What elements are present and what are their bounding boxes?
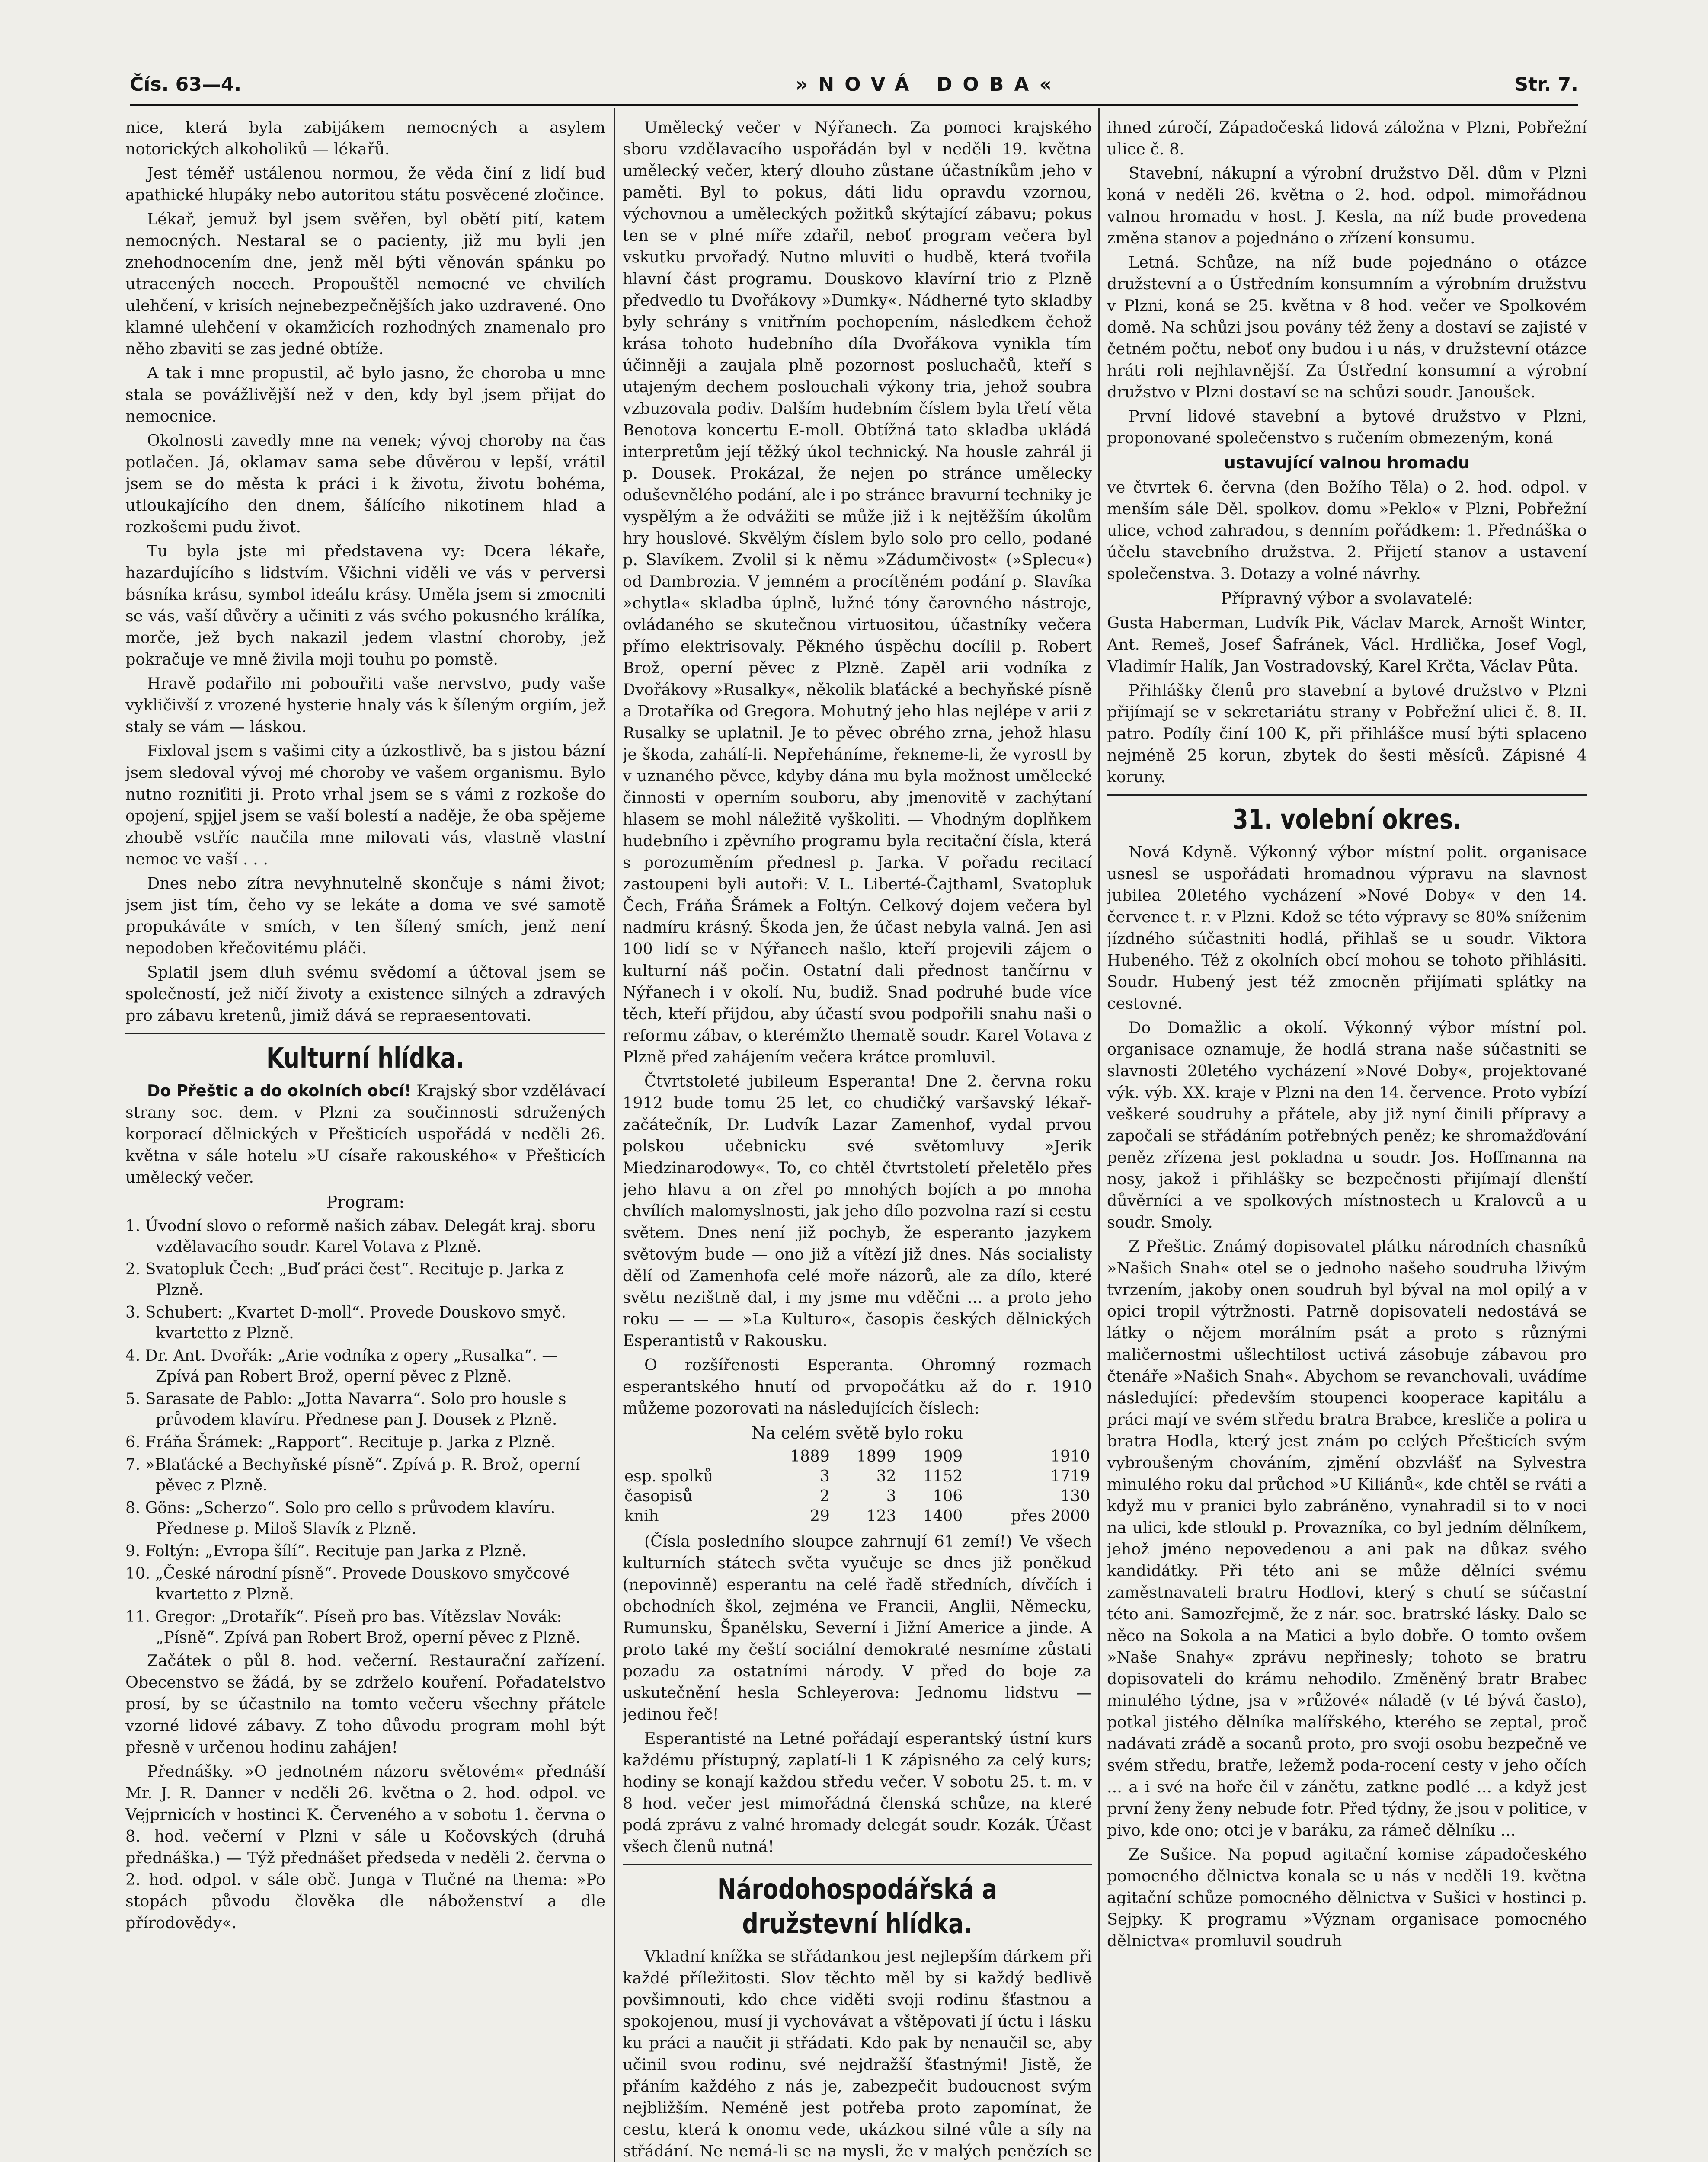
program-item: 1. Úvodní slovo o reformě našich zábav. Delegát kraj. sboru vzdělavacího soudr. Karel Votava z Plzně.	[125, 1217, 596, 1256]
article-text: (Čísla posledního sloupce zahrnují 61 zemí!) Ve všech kulturních státech světa vyučuje se dnes již poněkud (nepovinně) esperantu na celé řadě středních, dívčích i obchodních škol, zejména ve Francii, Anglii, Německu, Rumunsku, Španělsku, Severní i Jižní Americe a jinde. A proto také my čeští sociální demokraté nesmíme zůstati pozadu za ostatními národy. V před do boje za uskutečnění hesla Schleyerova: Jednomu lidstvu — jedinou řeč!	[623, 1532, 1092, 1724]
table-cell: přes 2000	[1011, 1507, 1090, 1525]
article-text: Tu byla jste mi představena vy: Dcera lékaře, hazardujícího s lidstvím. Všichni viděli ve vás v perversi básníka krásu, symbol ideálu krásy. Uměla jsem si zmocniti se vás, vaší důvěry a učiniti z vás svého pokusného králíka, morče, jež bych nakazil jedem vlastní choroby, jež pokračuje ve mně živila moji touhu po pomstě.	[125, 542, 605, 668]
esperanto-stats-table	[623, 1447, 1092, 1526]
article-text: První lidové stavební a bytové družstvo v Plzni, proponované společenstvo s ručením obmezeným, koná	[1107, 407, 1587, 447]
program-item: 7. »Blaťácké a Bechyňské písně“. Zpívá p. R. Brož, operní pěvec z Plzně.	[125, 1456, 580, 1494]
article-text: Okolnosti zavedly mne na venek; vývoj choroby na čas potlačen. Já, oklamav sama sebe důvěrou v lepší, vrátil jsem se do města k práci i k životu, životu bohéma, utloukajícího den dnem, šálícího nikotinem hlad a rozkošemi pudu život.	[125, 431, 605, 536]
row-label: esp. spolků	[624, 1468, 713, 1485]
section-title-kulturni: Kulturní hlídka.	[266, 1043, 465, 1075]
article-heading: Do Přeštic a do okolních obcí!	[147, 1081, 412, 1100]
article-text: Nová Kdyně. Výkonný výbor místní polit. organisace usnesl se uspořádati hromadnou výpravu na slavnost jubilea 20letého vycházení »Nové Doby« v den 14. července t. r. v Plzni. Kdož se této výpravy se 80% sníženim jízdného súčastniti hodlá, přihlaš se u soudr. Viktora Hubeného. Též z okolních obcí mohou se tohoto přihlásiti. Soudr. Hubený jest též zmocněn přijímati splátky na cestovné.	[1107, 843, 1587, 1013]
article-text: Čtvrtstoleté jubileum Esperanta! Dne 2. června roku 1912 bude tomu 25 let, co chudičký varšavský lékař-začátečník, Dr. Ludvík Lazar Zamenhof, vydal prvou polskou učebnicku své světomluvy »Jerik Miedzinarodowy«. To, co chtěl čtvrtstoletí přeletělo přes jeho hlavu a on zřel po mnohých bojích a po mnoha chvílích malomyslnosti, jak jeho dílo pozvolna razí si cestu světem. Dnes není již pochyb, že esperanto jazykem světovým bude — ono již a vítězí již dnes. Nás socialisty dělí od Zamenhofa celé moře názorů, ale za dílo, které světu nezištně dal, i my jsme mu vděčni ... a proto jeho roku — — — »La Kulturo«, časopis českých dělnických Esperantistů v Rakousku.	[623, 1072, 1092, 1350]
table-header-row	[623, 1447, 1092, 1467]
table-row	[623, 1487, 1092, 1506]
program-item: 11. Gregor: „Drotařík“. Píseň pro bas. Vítězslav Novák: „Písně“. Zpívá pan Robert Brož, operní pěvec z Plzně.	[125, 1608, 581, 1647]
program-item: 10. „České národní písně“. Provede Douskovo smyčcové kvartetto z Plzně.	[125, 1565, 570, 1603]
committee-heading: Přípravný výbor a svolavatelé:	[1221, 589, 1473, 608]
table-cell: 130	[1060, 1487, 1090, 1505]
divider	[1107, 794, 1587, 796]
column-2	[623, 117, 1092, 2162]
page-header	[130, 61, 1578, 106]
issue-number: Čís. 63—4.	[130, 74, 242, 96]
article-text: Vkladní knížka se střádankou jest nejlepším dárkem při každé příležitosti. Slov těchto měl by si každý bedlivě povšimnouti, kdo chce viděti svoji rodinu šťastnou a spokojenou, musí ji vychovávat a vštěpovati jí úctu i lásku ku práci a naučit ji střádati. Kdo pak by nenaučil se, aby učinil svou rodinu, své nejdražší šťastnými! Jistě, že přáním každého z nás je, zabezpečit budoucnost svým nejbližším. Neméně jest potřeba proto zapomínat, že cestu, která k onomu vede, ukázkou silné vůle a síly na střádání. Ne nemá-li se na mysli, že v malých penězích se	[623, 1947, 1092, 2160]
article-text: Fixloval jsem s vašimi city a úzkostlivě, ba s jistou bázní jsem sledoval vývoj mé choroby ve vašem organismu. Bylo nutno rozniťiti ji. Proto vrhal jsem se s vámi z rozkoše do opojení, spjjel jsem se vaší bolestí a naděje, že oba spějeme zhoubě vstříc naučila mne milovati vás, vlastně vlastní nemoc ve vaší . . .	[125, 742, 605, 868]
table-cell: 1719	[1050, 1468, 1090, 1485]
page-number: Str. 7.	[1514, 74, 1578, 96]
program-item: 5. Sarasate de Pablo: „Jotta Navarra“. Solo pro housle s průvodem klavíru. Přednese pan J. Dousek z Plzně.	[125, 1390, 566, 1429]
article-text: Stavební, nákupní a výrobní družstvo Děl. dům v Plzni koná v neděli 26. května o 2. hod. odpol. mimořádnou valnou hromadu v host. J. Kesla, na níž bude provedena změna stanov a pojednáno o zřízení konsumu.	[1107, 164, 1587, 247]
article-text: Jest téměř ustálenou normou, že věda činí z lidí buď apathické hlupáky nebo autoritou státu posvěcené zločince.	[125, 164, 605, 204]
article-text: Hravě podařilo mi pobouřiti vaše nervstvo, pudy vaše vykličivší z vrozené hysterie hnaly vás k šíleným orgiím, jež staly se vám — láskou.	[125, 674, 605, 736]
article-text: Ze Sušice. Na popud agitační komise západočeského pomocného dělnictva konala se u nás v neděli 19. května agitační schůze pomocného dělnictva v Sušici v hostinci p. Sejpky. K programu »Význam organisace pomocného dělnictva« promluvil soudruh	[1107, 1845, 1587, 1950]
stats-caption: Na celém světě bylo roku	[751, 1423, 963, 1442]
table-cell: 29	[810, 1507, 830, 1525]
row-label: knih	[624, 1507, 659, 1525]
article-text: A tak i mne propustil, ač bylo jasno, že choroba u mne stala se povážlivější než v den, kdy byl jsem přijat do nemocnice.	[125, 364, 605, 425]
article-text: Dnes nebo zítra nevyhnutelně skončuje s námi život; jsem jist tím, čeho vy se lekáte a doma ve své samotě propukáváte v smích, v ten šílený smích, jenž není nepodoben křečovitému pláči.	[125, 874, 605, 957]
column-divider-1	[614, 108, 615, 2162]
article-text: Umělecký večer v Nýřanech. Za pomoci krajského sboru vzdělavacího uspořádán byl v neděli 19. května umělecký večer, který dlouho zůstane účastníkům jeho v paměti. Byl to pokus, dáti lidu opravdu vzornou, výchovnou a uměleckých požitků skýtající zábavu; pokus ten se v plné míře zdařil, neboť program večera byl vskutku prvořadý. Nutno mluviti o hudbě, která tvořila hlavní část programu. Douskovo klavírní trio z Plzně předvedlo tu Dvořákovy »Dumky«. Nádherné tyto skladby byly sehrány s vnitřním pochopením, následkem čehož krása tohoto hudebního díla Dvořákova vynikla tím účinněji a zaujala plně pozornost posluchačů, kteří s utajeným dechem poslouchali výkony tria, jehož soubra vzbuzovala podiv. Dalším hudebním číslem byla třetí věta Benotova koncertu E-moll. Obtížná tato skladba ukládá interpretům její těžký úkol technický. Na housle zahrál ji p. Dousek. Prokázal, že nejen po stránce umělecky oduševnělého podání, ale i po stránce bravurní techniky je vyspělým a že odvážiti se může již i k nejtěžším úkolům hry houslové. Skvělým číslem bylo solo pro cello, podané p. Slavíkem. Zvolil si k němu »Zádumčivost« (»Splecu«) od Dambrozia. V jemném a procítěném podání p. Slavíka »chytla« skladba úplně, lužné tóny čarovného nástroje, ovládaného se skutečnou virtuositou, účastníky večera přímo elektrisovaly. Pěkného úspěchu docílil p. Robert Brož, operní pěvec z Plzně. Zapěl arii vodníka z Dvořákovy »Rusalky«, několik blaťácké a bechyňské písně a Drotaříka od Gregora. Mohutný jeho hlas nejlépe v arii z Rusalky se uplatnil. Je to pěvec obrého zrna, jehož hlasu je škoda, zahálí-li. Nepřeháníme, řekneme-li, že vyrostl by v uznaného pěvce, kdyby dána mu byla možnost umělecké činnosti v operním souboru, aby jmenovitě v zachýtaní hlasem se mohl náležitě vyškoliti. — Vhodným doplňkem hudebního i zpěvního programu byla recitační čísla, která s porozuměním přednesl p. Jarka. V pořadu recitací zastoupeni byli autoři: V. L. Liberté-Čajthaml, Svatopluk Čech, Fráňa Šrámek a Foltýn. Celkový dojem večera byl nadmíru krásný. Škoda jen, že účast nebyla valná. Jen asi 100 lidí se v Nýřanech našlo, kteří projevili zájem o kulturní náš počin. Ostatní dali přednost tančírnu v Nýřanech i v okolí. Nu, budiž. Snad podruhé bude více těch, kteří přijdou, aby účastí svou podpořili snahu naši o reformu zábav, o kterémžto thematě soudr. Karel Votava z Plzně před zahájením večera krátce promluvil.	[623, 118, 1092, 1066]
program-item: 6. Fráňa Šrámek: „Rapport“. Recituje p. Jarka z Plzně.	[125, 1433, 556, 1451]
article-text: Začátek o půl 8. hod. večerní. Restaurační zařízení. Obecenstvo se žádá, by se zdrželo kouření. Pořadatelstvo prosí, by se účastnilo na tomto večeru všechny přátele vzorné lidové zábavy. Z toho důvodu program mohl být přesně v určenou hodinu zahájen!	[125, 1651, 605, 1756]
program-item: 9. Foltýn: „Evropa šílí“. Recituje pan Jarka z Plzně.	[125, 1542, 527, 1560]
year-header: 1889	[790, 1448, 830, 1465]
program-item: 2. Svatopluk Čech: „Buď práci čest“. Recituje p. Jarka z Plzně.	[125, 1260, 563, 1299]
article-text: Z Přeštic. Známý dopisovatel plátku národních chasníků »Našich Snah« otel se o jednoho našeho soudruha lživým tvrzením, jakoby onen soudruh byl býval na mol opilý a v opici tropil výtržnosti. Patrně dopisovateli nedostává se látky o nějem morálním psát a proto s různými maličernostmi ušlechtilost uctivá zásobuje zábavou pro čtenáře »Našich Snah«. Abychom se revanchovali, uvádíme následující: především stoupenci kooperace kapitálu a práci mají ve svém středu bratra Brabce, kresliče a polira u bratra Hodla, který jest znám po celých Přešticích svým vybroušeným chováním, zjmění obzvlášť na Sylvestra minulého roku dal průchod »U Kiliánů«, kde chtěl se rváti a když mu v pranici bylo zabráněno, vynahradil si to v noci na ulici, kde stloukl p. Provazníka, co byl jedním dělníkem, jehož jméno nepovedenou a ani pak na důkaz svého kandidátky. Při této ani se může dělníci svému zaměstnavateli bratru Hodlovi, který s chutí se súčastní této ani. Samozřejmě, že z nár. soc. bratrské lásky. Dalo se něco na Sokola a na Matici a bylo dobře. O tomto ovšem »Naše Snahy« zprávu nepřinesly; tohoto se bratru dopisovateli do krámu nehodilo. Změněný bratr Brabec minulého týdne, jsa v »růžové« náladě (v té bývá často), potkal jistého dělníka malířského, kterého se zeptal, proč nadávati zrádě a socanů proto, pro svoji osobu bezpečně ve svém středu, bratře, ležemž poda-rocení cesty v jeho očích ... a i své na hoře čil v zánětu, zatkne podlé ... a když jest první ženy ženy nebude fotr. Před týdny, že jsou v politice, v pivo, kde ono; otci je v baráku, za rámeč dělníku ...	[1107, 1237, 1587, 1839]
table-cell: 32	[876, 1468, 896, 1485]
article-text: ve čtvrtek 6. června (den Božího Těla) o 2. hod. odpol. v menším sále Děl. spolkov. domu »Peklo« v Plzni, Pobřežní ulice, vchod zahradou, s denním pořádkem: 1. Přednáška o účelu stavebního družstva. 2. Přijetí stanov a ustavení společenstva. 3. Dotazy a volné návrhy.	[1107, 478, 1587, 583]
article-text: O rozšířenosti Esperanta. Ohromný rozmach esperantského hnutí od prvopočátku až do r. 1910 můžeme pozorovati na následujících číslech:	[623, 1356, 1092, 1417]
article-text: nice, která byla zabijákem nemocných a asylem notorických alkoholiků — lékařů.	[125, 118, 605, 158]
table-cell: 3	[886, 1487, 896, 1505]
section-title-narodohospodarska: Národohospodářská a družstevní hlídka.	[717, 1874, 998, 1940]
article-text: Do Domažlic a okolí. Výkonný výbor místní pol. organisace oznamuje, že hodlá strana naše súčastniti se slavnosti 20letého vycházení »Nové Doby«, projektované výk. výb. XX. kraje v Plzni na den 14. července. Proto vybízí veškeré soudruhy a přátele, aby již nyní činili přípravy a započali se střádáním potřebných peněz; ke shromažďování peněz zřízena jest pokladna u soudr. Jos. Hoffmanna na nosy, jakož i přihlášky se bezpečnosti přijímají dlenští důvěrníci a ve spolkových místnostech u Kralovců a u soudr. Smoly.	[1107, 1018, 1587, 1231]
year-header: 1909	[923, 1448, 963, 1465]
article-text: Přihlášky členů pro stavební a bytové družstvo v Plzni přijímají se v sekretariátu strany v Pobřežní ulici č. 8. II. patro. Podíly činí 100 K, při přihlášce musí býti splaceno nejméně 25 korun, zbytek do šesti měsíců. Zápisné 4 koruny.	[1107, 681, 1587, 786]
column-divider-2	[1098, 108, 1100, 2162]
article-text: Přednášky. »O jednotném názoru světovém« přednáší Mr. J. R. Danner v neděli 26. května o 2. hod. odpol. ve Vejprnicích v hostinci K. Červeného a v sobotu 1. června o 8. hod. večerní v Plzni v sále u Kočovských (druhá přednáška.) — Týž přednášet předseda v neděli 2. června o 2. hod. odpol. v sále obč. Junga v Tlučné na thema: »Po stopách původu člověka dle náboženství a dle přírodovědy«.	[125, 1762, 605, 1932]
table-cell: 1400	[923, 1507, 963, 1525]
program-item: 8. Göns: „Scherzo“. Solo pro cello s průvodem klavíru. Přednese p. Miloš Slavík z Plzně.	[125, 1499, 556, 1538]
divider	[623, 1864, 1092, 1865]
article-text: Gusta Haberman, Ludvík Pik, Václav Marek, Arnošt Winter, Ant. Remeš, Josef Šafránek, Václ. Hrdlička, Josef Vogl, Vladimír Halík, Jan Vostradovský, Karel Krčta, Václav Půta.	[1107, 614, 1587, 675]
program-list	[125, 1216, 605, 1648]
column-1	[125, 117, 605, 1936]
table-cell: 1152	[923, 1468, 963, 1485]
row-label: časopisů	[624, 1487, 693, 1505]
table-row	[623, 1467, 1092, 1487]
article-text: Splatil jsem dluh svému svědomí a účtoval jsem se společností, jež ničí životy a existence silných a zdravých pro zábavu kretenů, jimiž dává se repraesentovati.	[125, 963, 605, 1025]
program-item: 4. Dr. Ant. Dvořák: „Arie vodníka z opery „Rusalka“. — Zpívá pan Robert Brož, operní pěvec z Plzně.	[125, 1347, 558, 1385]
article-text: Esperantisté na Letné pořádají esperantský ústní kurs každému přístupný, zaplatí-li 1 K zápisného za celý kurs; hodiny se konají každou středu večer. V sobotu 25. t. m. v 8 hod. večer jest mimořádná členská schůze, na které podá zprávu z valné hromady delegát soudr. Kozák. Účast všech členů nutná!	[623, 1729, 1092, 1856]
table-cell: 106	[933, 1487, 963, 1505]
section-title-volebni-okres: 31. volební okres.	[1232, 804, 1462, 836]
article-text: Lékař, jemuž byl jsem svěřen, byl obětí pití, katem nemocných. Nestaral se o pacienty, již mu byli jen znehodnocením dne, jenž měl býti věnován spánku po utracených nocech. Propouštěl nemocné ve chvilích ulehčení, v krisích nejnebezpečnějších jako uzdravené. Ono klamné ulehčení v okamžicích rozhodných znamenalo pro něho zbaviti se zas jedné obtíže.	[125, 210, 605, 358]
assembly-heading: ustavující valnou hromadu	[1224, 453, 1470, 472]
year-header: 1910	[1050, 1448, 1090, 1465]
program-label: Program:	[326, 1193, 405, 1212]
article-text: Krajský sbor vzdělávací strany soc. dem. v Plzni za součinnosti sdružených korporací dělnických v Přešticích uspořádá v neděli 26. května v sále hotelu »U císaře rakouského« v Přešticích umělecký večer.	[125, 1081, 605, 1187]
table-cell: 123	[866, 1507, 896, 1525]
year-header: 1899	[856, 1448, 896, 1465]
table-cell: 2	[819, 1487, 830, 1505]
divider	[125, 1033, 605, 1034]
masthead-title: »NOVÁ DOBA«	[796, 74, 1062, 96]
program-item: 3. Schubert: „Kvartet D-moll“. Provede Douskovo smyč. kvartetto z Plzně.	[125, 1304, 566, 1342]
article-text: ihned zúročí, Západočeská lidová záložna v Plzni, Pobřežní ulice č. 8.	[1107, 118, 1587, 158]
table-row	[623, 1506, 1092, 1526]
column-3	[1107, 117, 1587, 1954]
article-text: Letná. Schůze, na níž bude pojednáno o otázce družstevní a o Ústředním konsumním a výrobním družstvu v Plzni, koná se 25. května v 8 hod. večer ve Spolkovém domě. Na schůzi jsou povány též ženy a dostaví se zajisté v četném počtu, neboť ony budou i u nás, v družstevní otázce hráti roli nejhlavnější. Za Ústřední konsumní a výrobní družstvo v Plzni dostaví se na schůzi soudr. Janoušek.	[1107, 253, 1587, 401]
table-cell: 3	[819, 1468, 830, 1485]
